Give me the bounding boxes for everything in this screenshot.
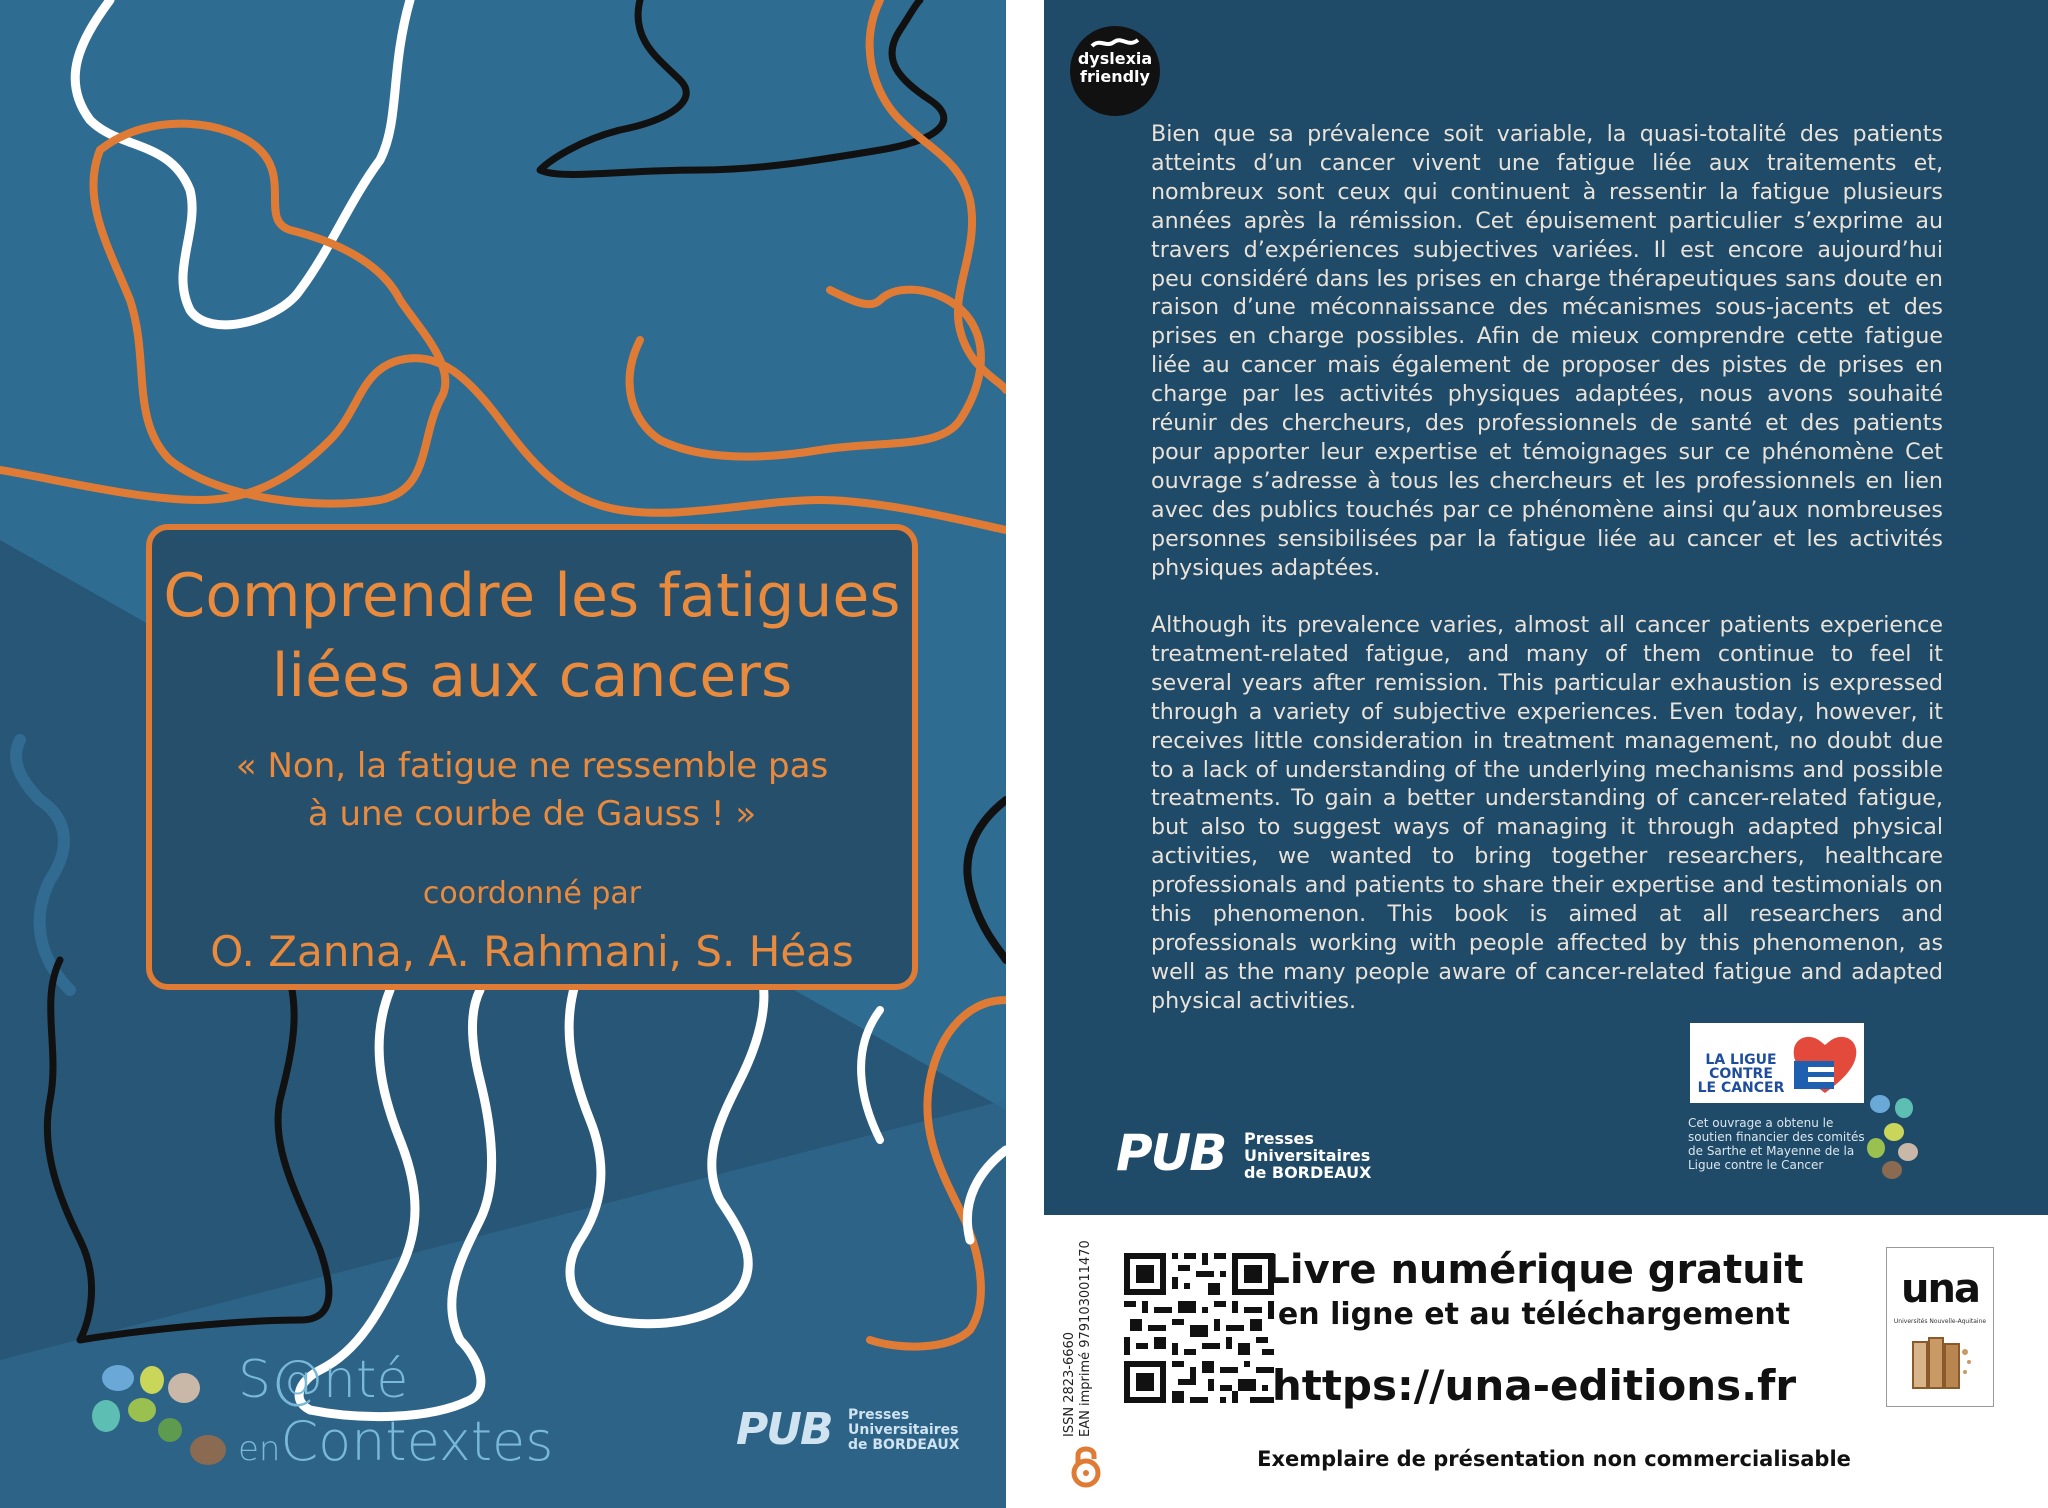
publisher-name-line: de BORDEAUX [848,1437,960,1453]
book-subtitle-line2: à une courbe de Gauss ! » [307,794,757,834]
publisher-logo-back [1116,1124,1396,1184]
issn-text: ISSN 2823-6660 [1062,1331,1077,1437]
back-cover [1044,0,2048,1215]
una-editions-logo [1886,1247,1994,1407]
publisher-name-line: Universitaires [848,1422,959,1438]
summary-french: Bien que sa prévalence soit variable, la quasi-totalité des patients atteints d’un cancer vivent une fatigue liée aux traitements et, nombreux sont ceux qui continuent à ressentir la fatigue plusieurs années après la rémission. Cet épuisement particulier s’exprime au travers d’expériences subjectives variées. Il est encore aujourd’hui peu considéré dans les prises en charge thérapeutiques sans doute en raison d’une méconnaissance des mécanismes sous-jacents et des prises en charge possibles. Afin de mieux comprendre cette fatigue liée au cancer mais également de proposer des pistes de prises en charge par les activités physiques adaptées, nous avons souhaité réunir des chercheurs, des professionnels de santé et des patients pour apporter leur expertise et témoignages sur ce phénomène Cet ouvrage s’adresse à tous les chercheurs et les professionnels en lien avec des publics touchés par ce phénomène ainsi qu’aux nombreuses personnes sensibilisées par la fatigue liée au cancer et les activités physiques adaptées. [1151,121,1943,581]
ligue-funding-note: Cet ouvrage a obtenu le soutien financier des comités de Sarthe et Mayenne de la Ligue contre le Cancer [1688,1116,1865,1172]
ligue-logo-line: LE CANCER [1697,1080,1785,1096]
not-commercial-notice: Exemplaire de présentation non commercialisable [1257,1447,1851,1471]
una-logo-word: una [1901,1266,1979,1312]
book-title-line2: liées aux cancers [271,641,793,711]
ligue-logo-text [1696,1053,1786,1095]
book-subtitle-line1: « Non, la fatigue ne ressemble pas [235,746,829,786]
series-name-line1: S@nté [238,1350,409,1410]
series-name-contextes: Contextes [280,1410,554,1473]
squiggle-icon [1090,36,1140,50]
publisher-logo-front [736,1404,976,1456]
publisher-name-line: Universitaires [1244,1146,1371,1165]
front-cover [0,0,1006,1508]
series-name-line2 [238,1410,553,1473]
dyslexia-friendly-badge [1070,26,1160,116]
free-ebook-heading: Livre numérique gratuit [1264,1247,1804,1293]
badge-line2: friendly [1080,67,1150,86]
una-logo-tagline: Universités Nouvelle-Aquitaine [1893,1318,1987,1325]
open-access-icon [1070,1443,1102,1489]
title-box [146,524,918,990]
issn-ean-block [1062,1227,1093,1437]
badge-line1: dyslexia [1077,49,1153,68]
heart-icon [1790,1031,1860,1097]
website-url-link[interactable]: https://una-editions.fr [1271,1361,1797,1410]
publisher-name [1244,1130,1371,1181]
colored-blobs-icon [1864,1092,1924,1182]
publisher-name [848,1408,960,1453]
books-icon [1909,1332,1975,1392]
bottom-info-strip [1044,1215,2048,1508]
series-logo [90,1340,610,1490]
publisher-name-line: de BORDEAUX [1244,1163,1372,1182]
ligue-logo-line: CONTRE [1709,1066,1773,1082]
free-ebook-subheading: en ligne et au téléchargement [1277,1297,1791,1332]
publisher-name-line: Presses [848,1407,910,1423]
authors: O. Zanna, A. Rahmani, S. Héas [210,927,854,976]
publisher-name-line: Presses [1244,1129,1314,1148]
summary-english: Although its prevalence varies, almost all cancer patients experience treatment-related fatigue, and many of them continue to feel it several years after remission. This particular exhaustion is expressed through a variety of subjective experiences. Even today, however, it receives little consideration in treatment management, no doubt due to a lack of understanding of the underlying mechanisms and possible treatments. To gain a better understanding of cancer-related fatigue, but also to suggest ways of managing it through adapted physical activities, we wanted to bring together researchers, healthcare professionals and patients to share their expertise and testimonials on this phenomenon. This book is aimed at all researchers and professionals working with people affected by this phenomenon, as well as the many people aware of cancer-related fatigue and adapted physical activities. [1151,612,1943,1014]
colored-blobs-icon [90,1358,230,1468]
ean-text: EAN imprimé 9791030011470 [1078,1240,1093,1437]
ligue-logo-line: LA LIGUE [1705,1052,1777,1068]
coordinated-by-label: coordonné par [422,876,642,911]
ligue-contre-le-cancer-logo [1690,1023,1864,1103]
book-title-line1: Comprendre les fatigues [163,561,901,631]
publisher-mark: PUB [1116,1124,1226,1182]
publisher-mark: PUB [736,1404,832,1455]
series-name-en: en [238,1429,281,1469]
